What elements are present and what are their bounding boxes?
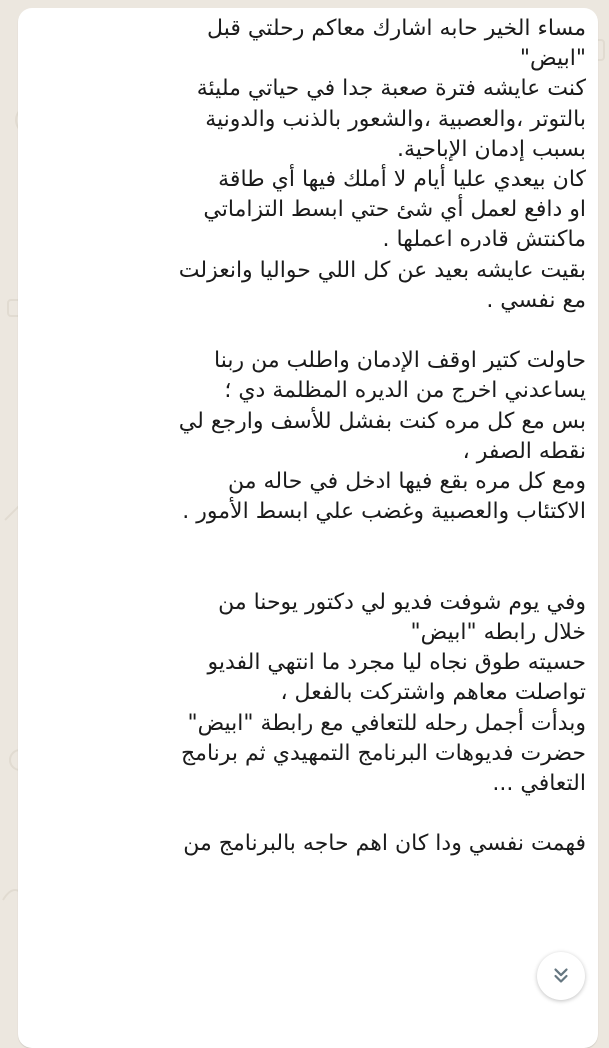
scroll-to-bottom-button[interactable] <box>537 952 585 1000</box>
double-chevron-down-icon <box>550 965 572 987</box>
message-bubble[interactable] <box>18 8 598 1048</box>
message-text: مساء الخير حابه اشارك معاكم رحلتي قبل "ابيض" كنت عايشه فترة صعبة جدا في حياتي مليئة بالتوتر ،والعصبية ،والشعور بالذنب والدونية بسبب إدمان الإباحية. كان بيعدي عليا أيام لا أملك فيها أي طاقة او دافع لعمل أي شئ حتي ابسط التزاماتي ماكنتش قادره اعملها . بقيت عايشه بعيد عن كل اللي حواليا وانعزلت مع نفسي . حاولت كتير اوقف الإدمان واطلب من ربنا يساعدني اخرج من الديره المظلمة دي ؛ بس مع كل مره كنت بفشل للأسف وارجع لي نقطه الصفر ، ومع كل مره بقع فيها ادخل في حاله من الاكتئاب والعصبية وغضب علي ابسط الأمور . وفي يوم شوفت فديو لي دكتور يوحنا من خلال رابطه "ابيض" حسيته طوق نجاه ليا مجرد ما انتهي الفديو تواصلت معاهم واشتركت بالفعل ، وبدأت أجمل رحله للتعافي مع رابطة "ابيض" حضرت فديوهات البرنامج التمهيدي ثم برنامج التعافي ... فهمت نفسي ودا كان اهم حاجه بالبرنامج من <box>178 16 586 857</box>
